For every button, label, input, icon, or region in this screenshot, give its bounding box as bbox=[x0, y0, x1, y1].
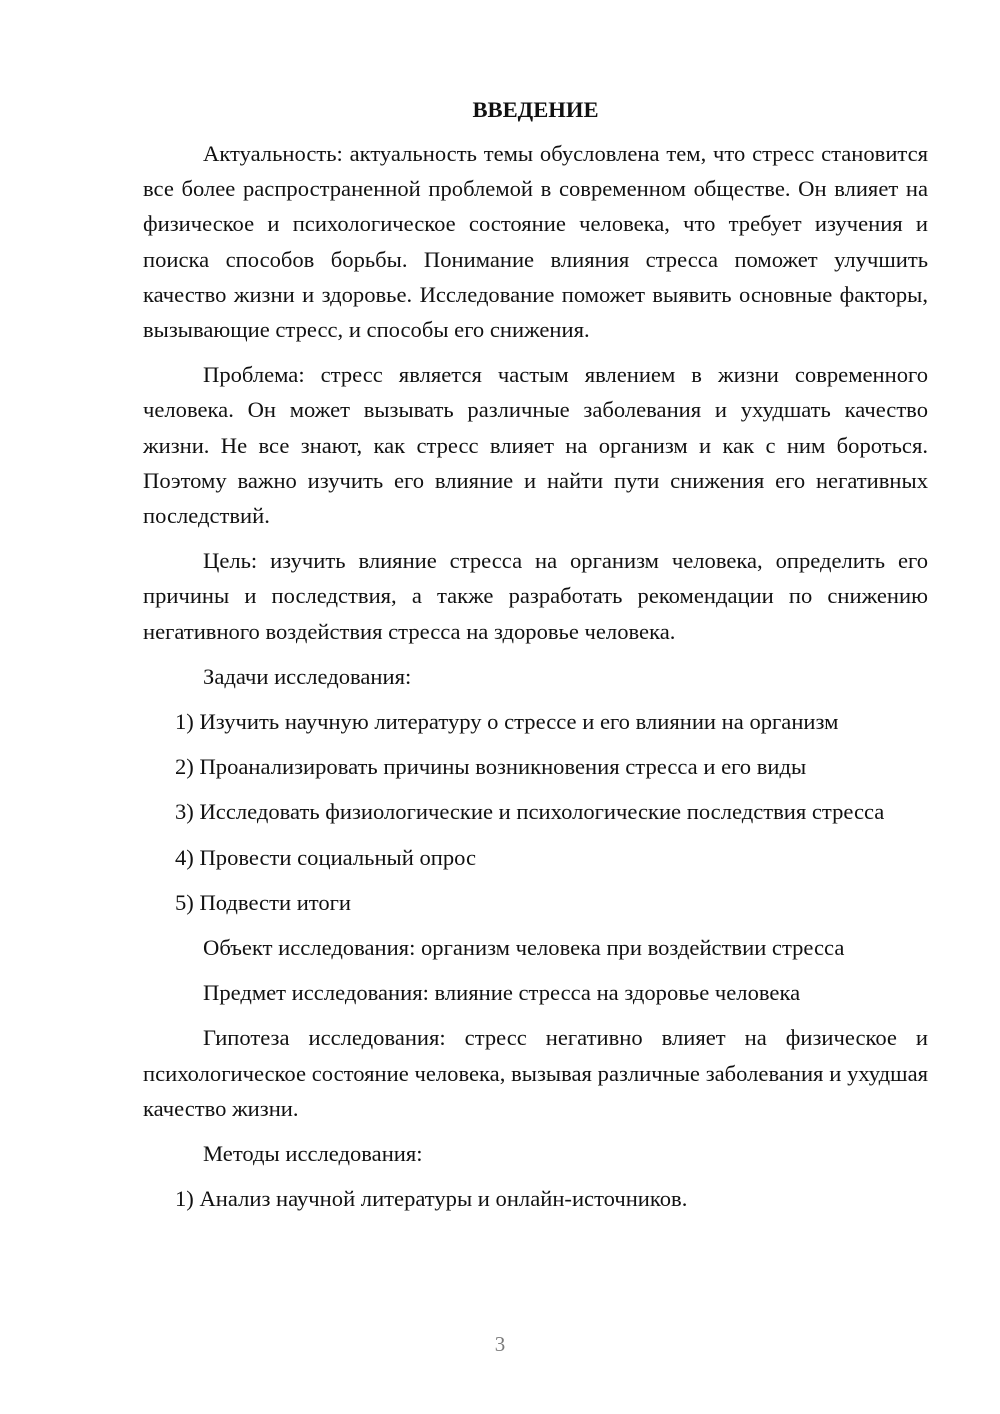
paragraph-relevance: Актуальность: актуальность темы обусловлена тем, что стресс становится все более распространенной проблемой в современном обществе. Он влияет на физическое и психологическое состояние человека, что требует изучения и поиска способов борьбы. Понимание влияния стресса поможет улучшить качество жизни и здоровье. Исследование поможет выявить основные факторы, вызывающие стресс, и способы его снижения. bbox=[143, 141, 928, 343]
paragraph-hypothesis: Гипотеза исследования: стресс негативно влияет на физическое и психологическое состояние человека, вызывая различные заболевания и ухудшая качество жизни. bbox=[143, 1025, 928, 1121]
list-item: 1) Анализ научной литературы и онлайн-источников. bbox=[175, 1186, 688, 1212]
section-title: ВВЕДЕНИЕ bbox=[472, 97, 599, 122]
list-item: 2) Проанализировать причины возникновения стресса и его виды bbox=[175, 754, 807, 780]
paragraph-methods-heading: Методы исследования: bbox=[203, 1141, 423, 1167]
paragraph-object: Объект исследования: организм человека при воздействии стресса bbox=[203, 935, 845, 961]
page-number: 3 bbox=[494, 1332, 506, 1356]
paragraph-subject: Предмет исследования: влияние стресса на здоровье человека bbox=[203, 980, 801, 1006]
list-item: 5) Подвести итоги bbox=[175, 889, 352, 915]
list-item: 4) Провести социальный опрос bbox=[175, 844, 477, 870]
paragraph-goal: Цель: изучить влияние стресса на организм человека, определить его причины и последствия, а также разработать рекомендации по снижению негативного воздействия стресса на здоровье человека. bbox=[143, 548, 928, 644]
list-item: 1) Изучить научную литературу о стрессе и его влиянии на организм bbox=[175, 709, 839, 735]
paragraph-problem: Проблема: стресс является частым явлением в жизни современного человека. Он может вызывать различные заболевания и ухудшать качество жизни. Не все знают, как стресс влияет на организм и как с ним бороться. Поэтому важно изучить его влияние и найти пути снижения его негативных последствий. bbox=[143, 362, 928, 529]
document-page bbox=[143, 94, 928, 1226]
list-item: 3) Исследовать физиологические и психологические последствия стресса bbox=[175, 799, 885, 825]
paragraph-tasks-heading: Задачи исследования: bbox=[203, 663, 412, 689]
